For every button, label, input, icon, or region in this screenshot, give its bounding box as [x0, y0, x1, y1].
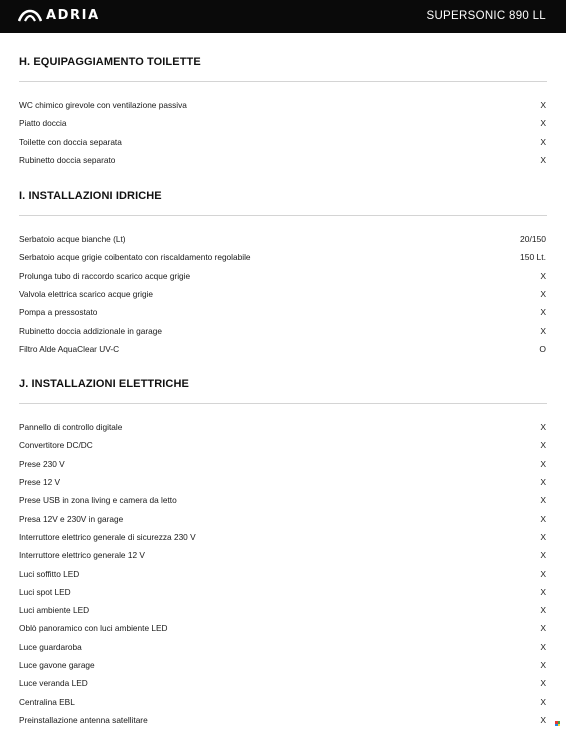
spec-value: X [540, 118, 546, 129]
spec-label: Prese USB in zona living e camera da letto [19, 495, 177, 506]
spec-row [19, 583, 547, 601]
spec-row [19, 340, 547, 358]
spec-value: X [540, 155, 546, 166]
spec-value: X [540, 422, 546, 433]
spec-row [19, 285, 547, 303]
brand-name: ADRIA [46, 8, 100, 23]
spec-label: Convertitore DC/DC [19, 440, 93, 451]
model-name: SUPERSONIC 890 LL [426, 10, 546, 22]
spec-value: 20/150 [520, 234, 546, 245]
spec-row [19, 267, 547, 285]
spec-label: Luci ambiente LED [19, 605, 90, 616]
spec-value: X [540, 641, 546, 652]
spec-row [19, 96, 547, 114]
spec-value: X [540, 714, 546, 725]
spec-value: X [540, 289, 546, 300]
spec-label: Pompa a pressostato [19, 307, 98, 318]
spec-row [19, 638, 547, 656]
spec-label: Luce gavone garage [19, 660, 95, 670]
spec-value: X [540, 100, 546, 111]
spec-label: Luci spot LED [19, 586, 71, 597]
spec-value: X [540, 440, 546, 451]
spec-label: Interruttore elettrico generale 12 V [19, 550, 145, 561]
spec-list [19, 96, 547, 169]
spec-value: X [540, 660, 546, 670]
spec-value: X [540, 325, 546, 336]
spec-label: Luce guardaroba [19, 641, 82, 652]
spec-row [19, 321, 547, 339]
spec-value: O [539, 343, 546, 354]
spec-label: Oblò panoramico con luci ambiente LED [19, 623, 168, 634]
spec-row [19, 151, 547, 169]
spec-row [19, 114, 547, 132]
spec-label: Prolunga tubo di raccordo scarico acque grigie [19, 270, 191, 281]
spec-row [19, 303, 547, 321]
spec-label: Serbatoio acque grigie coibentato con riscaldamento regolabile [19, 252, 251, 263]
spec-value: X [540, 696, 546, 707]
spec-row [19, 528, 547, 546]
spec-row [19, 418, 547, 436]
spec-row [19, 711, 547, 729]
spec-label: Pannello di controllo digitale [19, 422, 123, 433]
spec-label: Piatto doccia [19, 118, 67, 129]
spec-label: Filtro Alde AquaClear UV-C [19, 343, 120, 354]
corner-mark-icon [555, 721, 560, 726]
spec-row [19, 619, 547, 637]
spec-value: X [540, 568, 546, 579]
spec-row [19, 436, 547, 454]
spec-row [19, 455, 547, 473]
spec-label: Centralina EBL [19, 696, 75, 707]
spec-label: WC chimico girevole con ventilazione passiva [19, 100, 187, 111]
spec-label: Valvola elettrica scarico acque grigie [19, 289, 154, 300]
spec-value: X [540, 136, 546, 147]
spec-row [19, 491, 547, 509]
spec-value: X [540, 531, 546, 542]
spec-value: X [540, 458, 546, 469]
spec-label: Preinstallazione antenna satellitare [19, 714, 148, 725]
brand-logo [18, 8, 100, 24]
spec-row [19, 674, 547, 692]
spec-label: Interruttore elettrico generale di sicurezza 230 V [19, 531, 196, 542]
spec-label: Presa 12V e 230V in garage [19, 513, 124, 524]
spec-row [19, 230, 547, 248]
section-electrical-installations [19, 377, 547, 729]
spec-value: X [540, 495, 546, 506]
spec-row [19, 601, 547, 619]
spec-value: X [540, 605, 546, 616]
spec-value: X [540, 477, 546, 488]
section-divider [19, 81, 547, 82]
spec-label: Prese 12 V [19, 477, 61, 488]
spec-label: Luci soffitto LED [19, 568, 80, 579]
section-title: J. INSTALLAZIONI ELETTRICHE [19, 378, 189, 390]
spec-value: X [540, 270, 546, 281]
spec-row [19, 546, 547, 564]
spec-row [19, 473, 547, 491]
spec-value: X [540, 623, 546, 634]
section-title: I. INSTALLAZIONI IDRICHE [19, 190, 162, 202]
spec-label: Toilette con doccia separata [19, 136, 122, 147]
section-divider [19, 215, 547, 216]
spec-value: X [540, 550, 546, 561]
spec-row [19, 133, 547, 151]
spec-row [19, 248, 547, 266]
spec-value: X [540, 513, 546, 524]
section-divider [19, 403, 547, 404]
spec-label: Prese 230 V [19, 458, 65, 469]
spec-value: X [540, 678, 546, 689]
spec-label: Rubinetto doccia separato [19, 155, 116, 166]
spec-value: X [540, 307, 546, 318]
spec-label: Serbatoio acque bianche (Lt) [19, 234, 126, 245]
spec-label: Luce veranda LED [19, 678, 88, 689]
section-title: H. EQUIPAGGIAMENTO TOILETTE [19, 56, 201, 68]
section-toilet-equipment [19, 55, 547, 169]
spec-value: 150 Lt. [520, 252, 546, 263]
spec-list [19, 418, 547, 729]
header-bar [0, 0, 566, 33]
section-water-installations [19, 189, 547, 358]
spec-row [19, 692, 547, 710]
spec-value: X [540, 586, 546, 597]
spec-row [19, 564, 547, 582]
spec-list [19, 230, 547, 358]
adria-logo-icon [18, 9, 42, 23]
spec-row [19, 509, 547, 527]
spec-row [19, 656, 547, 674]
spec-label: Rubinetto doccia addizionale in garage [19, 325, 162, 336]
